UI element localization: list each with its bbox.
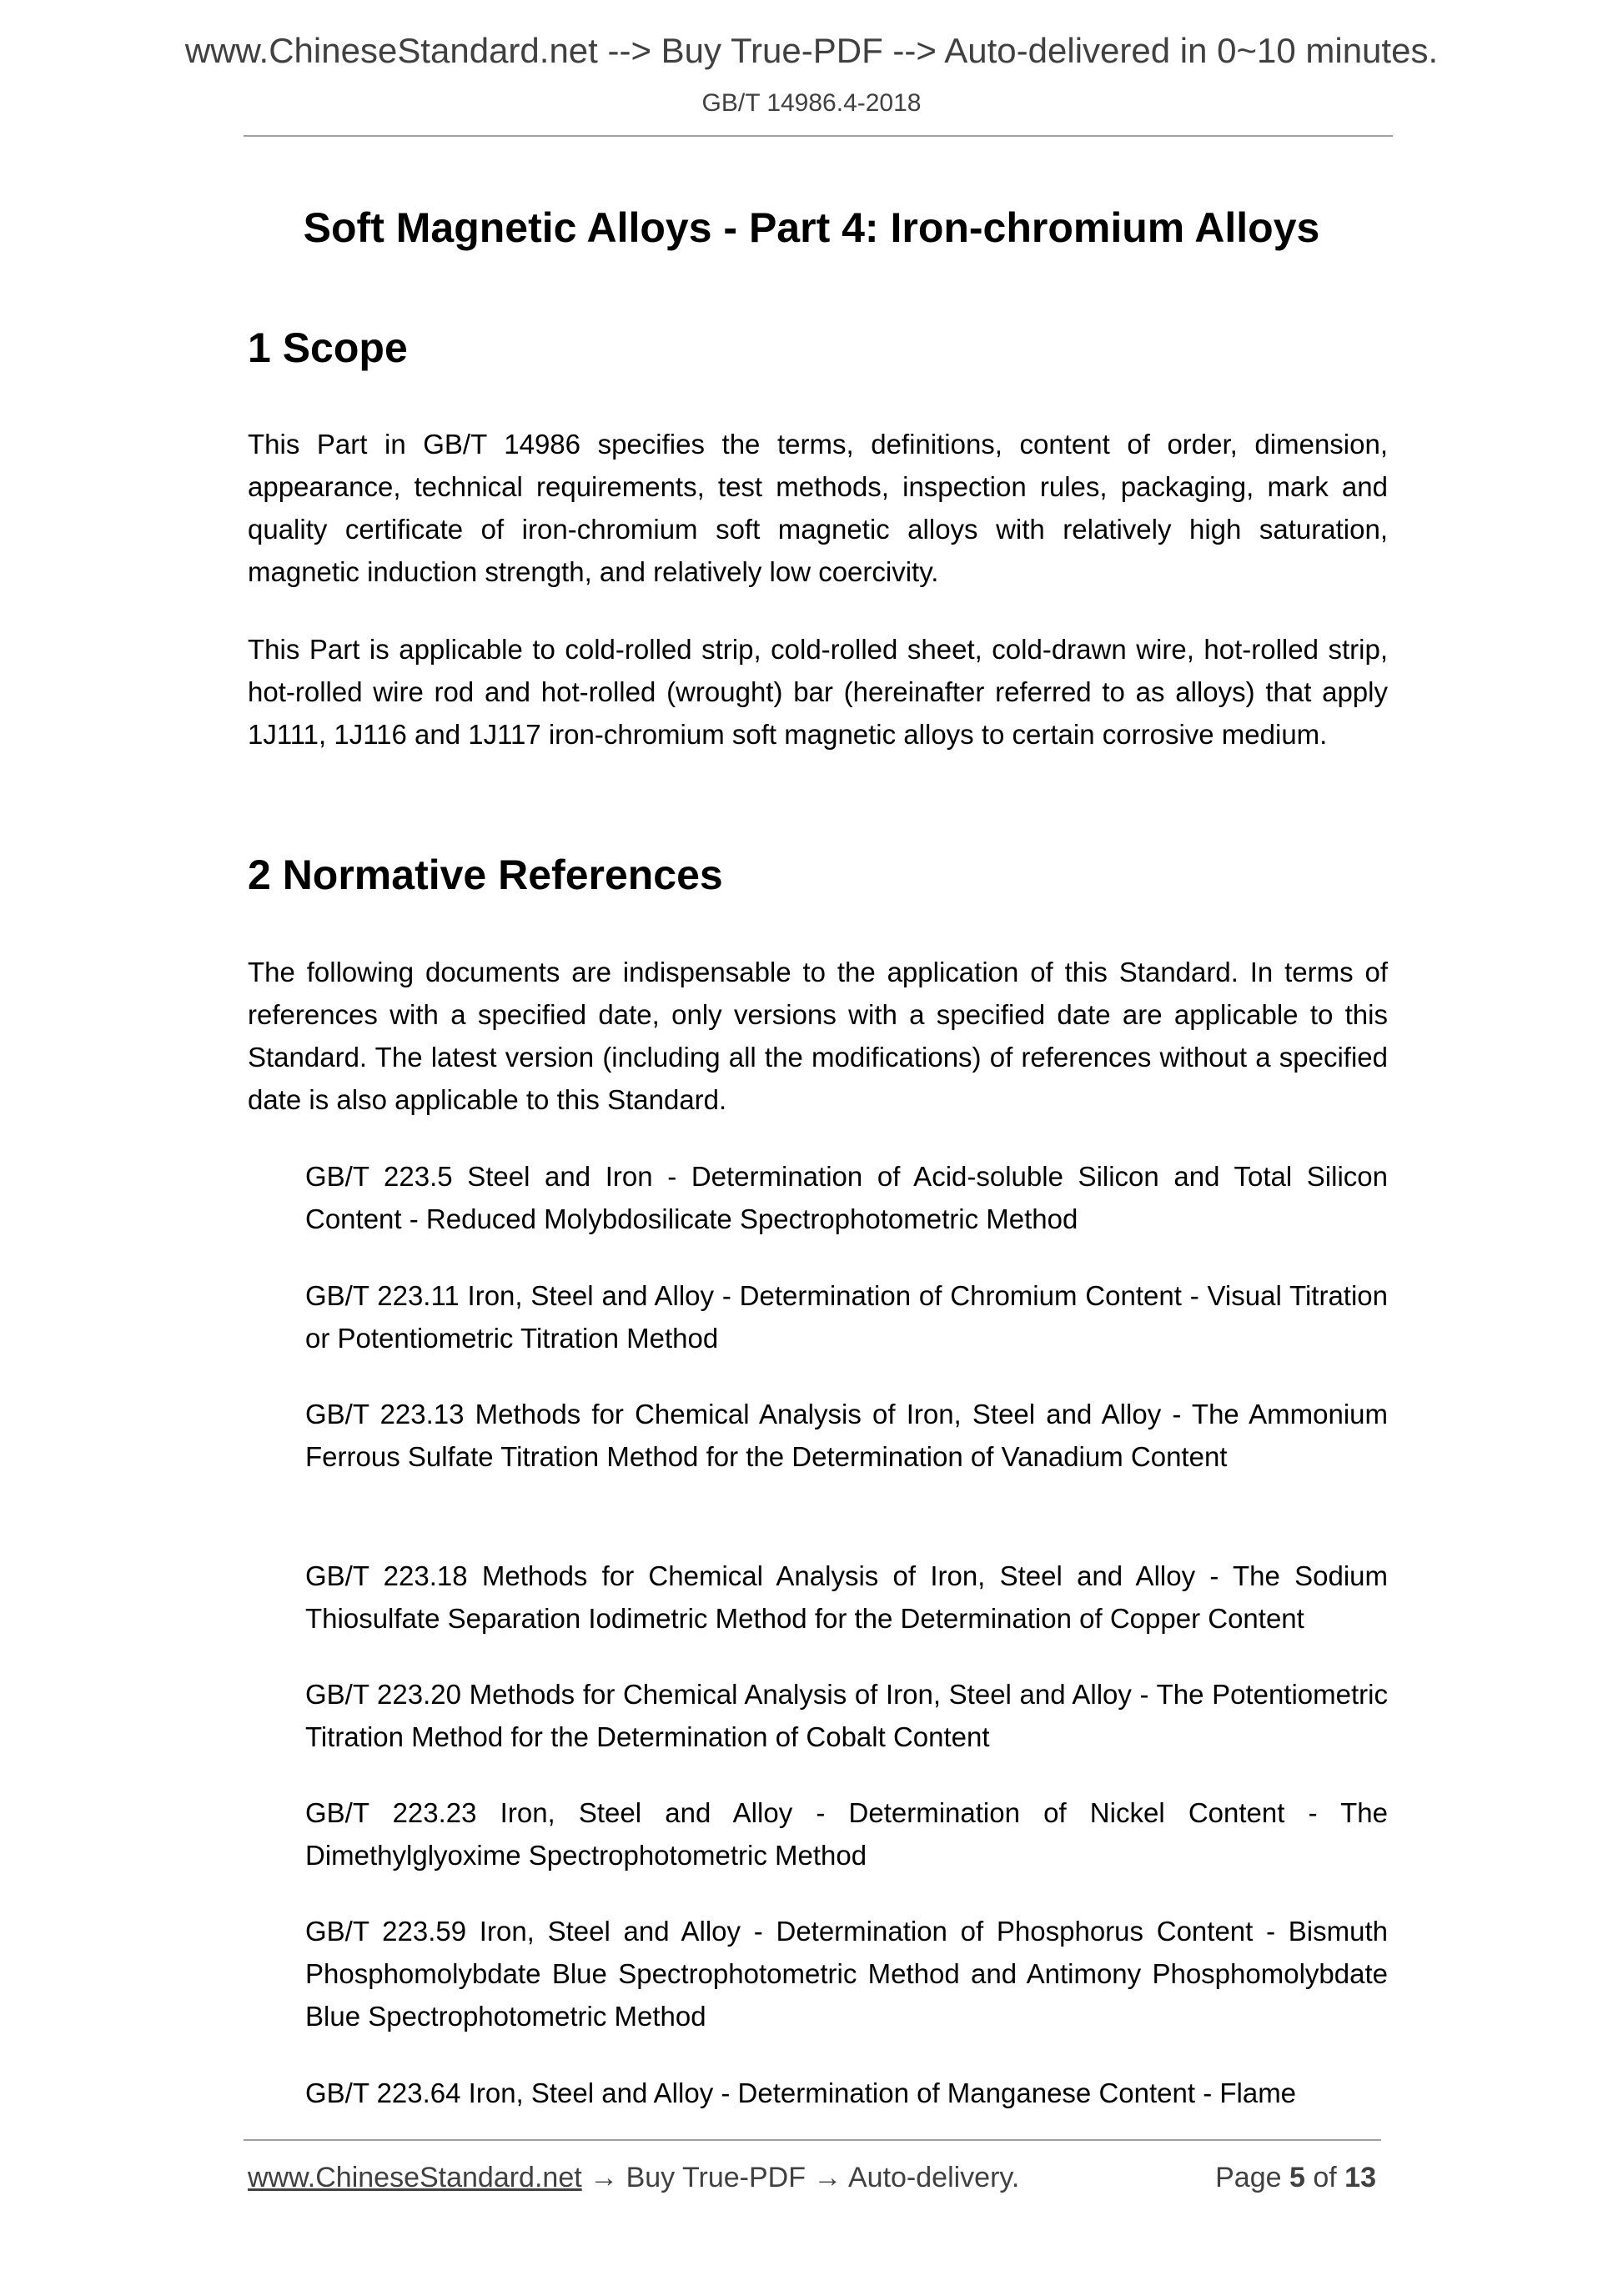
reference-item: GB/T 223.59 Iron, Steel and Alloy - Determination of Phosphorus Content - Bismuth Phosphomolybdate Blue Spectrophotometric Method and Antimony Phosphomolybdate Blue Spectrophotometric Method (305, 1916, 1388, 2032)
section-heading-scope: 1 Scope (248, 324, 408, 371)
reference-item: GB/T 223.18 Methods for Chemical Analysis of Iron, Steel and Alloy - The Sodium Thiosulfate Separation Iodimetric Method for the Determination of Copper Content (305, 1560, 1388, 1634)
of-label: of (1313, 2162, 1337, 2193)
current-page: 5 (1289, 2162, 1305, 2193)
header-divider (244, 135, 1393, 137)
reference-item: GB/T 223.11 Iron, Steel and Alloy - Determination of Chromium Content - Visual Titration or Potentiometric Titration Method (305, 1280, 1388, 1354)
reference-item: GB/T 223.5 Steel and Iron - Determination of Acid-soluble Silicon and Total Silicon Content - Reduced Molybdosilicate Spectrophotometric Method (305, 1161, 1388, 1234)
paragraph: This Part in GB/T 14986 specifies the terms, definitions, content of order, dimension, appearance, technical requirements, test methods, inspection rules, packaging, mark and quality certificate of iron-chromium soft magnetic alloys with relatively high saturation, magnetic induction strength, and relatively low coercivity. (248, 429, 1388, 587)
total-pages: 13 (1344, 2162, 1376, 2193)
paragraph: The following documents are indispensable to the application of this Standard. In terms of references with a specified date, only versions with a specified date are applicable to this Standard. The latest version (including all the modifications) of references without a specified date is also applicable to this Standard. (248, 957, 1388, 1115)
header-banner: www.ChineseStandard.net --> Buy True-PDF --> Auto-delivered in 0~10 minutes. (184, 31, 1439, 70)
paragraph: This Part is applicable to cold-rolled strip, cold-rolled sheet, cold-drawn wire, hot-rolled strip, hot-rolled wire rod and hot-rolled (wrought) bar (hereinafter referred to as alloys) that apply 1J111, 1J116 and 1J117 iron-chromium soft magnetic alloys to certain corrosive medium. (248, 634, 1388, 750)
standard-number: GB/T 14986.4-2018 (701, 89, 922, 117)
page-indicator (1215, 2162, 1376, 2194)
section-heading-normative-references: 2 Normative References (248, 852, 723, 898)
footer-divider (244, 2139, 1381, 2141)
reference-item: GB/T 223.13 Methods for Chemical Analysis of Iron, Steel and Alloy - The Ammonium Ferrous Sulfate Titration Method for the Determination of Vanadium Content (305, 1399, 1388, 1472)
footer-promo-text: → Buy True-PDF → Auto-delivery. (581, 2162, 1020, 2193)
footer-site-link[interactable]: www.ChineseStandard.net (248, 2162, 582, 2193)
document-title: Soft Magnetic Alloys - Part 4: Iron-chromium Alloys (303, 204, 1320, 251)
footer-promo (248, 2162, 1019, 2194)
reference-item: GB/T 223.64 Iron, Steel and Alloy - Determination of Manganese Content - Flame (305, 2077, 1297, 2108)
page-label: Page (1215, 2162, 1282, 2193)
reference-item: GB/T 223.20 Methods for Chemical Analysis of Iron, Steel and Alloy - The Potentiometric Titration Method for the Determination of Cobalt Content (305, 1679, 1388, 1752)
reference-item: GB/T 223.23 Iron, Steel and Alloy - Determination of Nickel Content - The Dimethylglyoxime Spectrophotometric Method (305, 1797, 1388, 1871)
